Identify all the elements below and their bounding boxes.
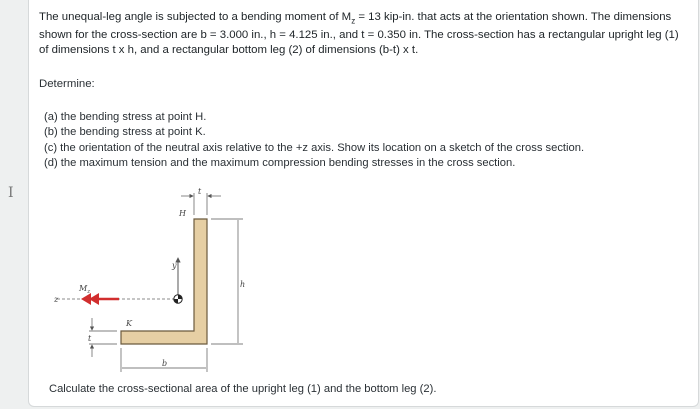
- determine-heading: Determine:: [39, 78, 95, 90]
- z-axis-label: z: [54, 295, 59, 304]
- moment-label: $M_z$: [79, 284, 91, 295]
- point-h-label: H: [179, 209, 186, 218]
- moment-subscript: z: [351, 16, 356, 26]
- followup-question: Calculate the cross-sectional area of the upright leg (1) and the bottom leg (2).: [49, 383, 437, 395]
- angle-shape: [121, 219, 207, 344]
- t-left-label: t: [88, 334, 92, 343]
- h-label: h: [240, 280, 246, 289]
- centroid-quadrant-1: [178, 295, 182, 299]
- statement-text-1: The unequal-leg angle is subjected to a bending moment of M: [39, 11, 352, 23]
- part-c: (c) the orientation of the neutral axis relative to the +z axis. Show its location on a sketch of the cross section.: [44, 141, 585, 154]
- b-label: b: [162, 359, 168, 368]
- question-card: [28, 0, 699, 407]
- centroid-quadrant-3: [174, 299, 178, 303]
- t-top-label: t: [198, 187, 202, 196]
- part-b: (b) the bending stress at point K.: [44, 126, 206, 139]
- point-k-label: K: [126, 319, 132, 328]
- y-axis-label: y: [172, 261, 177, 270]
- statement-text-2: = 13 kip-in. that acts at the orientation shown. The dimensions shown for the cross-section are b = 3.000 in., h = 4.125 in., and t = 0.350 in. The cross-section has a rectangular upright leg (1) of dimensions t x h, and a rectangular bottom leg (2) of dimensions (b-t) x t.: [39, 11, 679, 57]
- left-margin-mark: I: [8, 185, 14, 201]
- part-d: (d) the maximum tension and the maximum compression bending stresses in the cross section.: [44, 157, 516, 170]
- angle-cross-section-figure: [29, 0, 698, 406]
- part-a: (a) the bending stress at point H.: [44, 111, 207, 123]
